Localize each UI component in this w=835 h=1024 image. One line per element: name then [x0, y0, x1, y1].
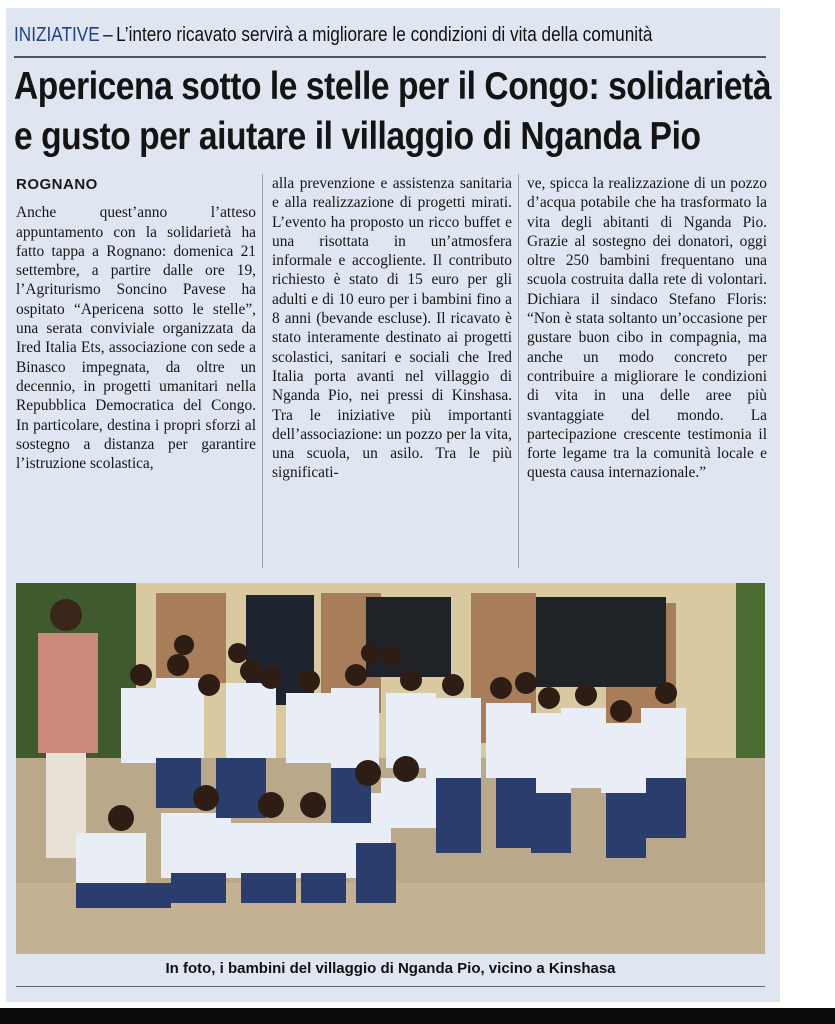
bottom-rule: [16, 986, 765, 987]
body-column-3-text: ve, spicca la realizzazione di un pozzo d’acqua potabile che ha trasformato la vita degli abitanti di Nganda Pio. Grazie al sostegno dei donatori, oggi oltre 250 bambini frequentano una scuola costruita dalla rete di volontari. Dichiara il sindaco Stefano Floris: “Non è stata soltanto un’occasione per gustare buon cibo in compagnia, ma anche un modo concreto per contribuire a migliorare le condizioni di vita in una delle aree più svantaggiate del mondo. La partecipazione crescente testimonia il forte legame tra la comunità locale e questa causa internazionale.”: [527, 175, 767, 482]
kicker: [14, 22, 661, 48]
headline-line-2: e gusto per aiutare il villaggio di Nganda Pio: [14, 115, 701, 158]
column-divider: [262, 174, 263, 568]
screen-bottom-bar: [0, 1008, 835, 1024]
headline: [14, 62, 774, 162]
top-rule: [14, 56, 766, 58]
photo-caption: In foto, i bambini del villaggio di Nganda Pio, vicino a Kinshasa: [165, 960, 616, 977]
kicker-tag: INIZIATIVE: [14, 24, 100, 46]
dateline: ROGNANO: [16, 176, 98, 193]
group-photo: [16, 583, 765, 954]
body-column-2: [272, 174, 512, 483]
group-photo-illustration: [16, 583, 765, 954]
body-column-1: [16, 174, 256, 473]
body-column-1-text: Anche quest’anno l’atteso appuntamento con la solidarietà ha fatto tappa a Rognano: domenica 21 settembre, a partire dalle ore 19, l’Agriturismo Soncino Pavese ha ospitato “Apericena sotto le stelle”, una serata conviviale organizzata da Ired Italia Ets, associazione con sede a Binasco impegnata, da oltre un decennio, in progetti umanitari nella Repubblica Democratica del Congo. In particolare, destina i propri sforzi al sostegno a distanza per garantire l’istruzione scolastica,: [16, 204, 256, 473]
kicker-dash: –: [103, 24, 113, 46]
column-divider: [518, 174, 519, 568]
body-column-3: [527, 174, 767, 483]
body-column-2-text: alla prevenzione e assistenza sanitaria e alla realizzazione di progetti mirati. L’evento ha proposto un ricco buffet e una risottata in un’atmosfera informale e accogliente. Il contributo richiesto è stato di 15 euro per gli adulti e di 10 euro per i bambini fino a 8 anni (bevande escluse). Il ricavato è stato interamente destinato ai progetti scolastici, sanitari e sociali che Ired Italia porta avanti nel villaggio di Nganda Pio, nei pressi di Kinshasa. Tra le iniziative più importanti dell’associazione: un pozzo per la vita, una scuola, un asilo. Tra le più significati-: [272, 175, 512, 482]
headline-line-1: Apericena sotto le stelle per il Congo: solidarietà: [14, 65, 772, 108]
kicker-text: L’intero ricavato servirà a migliorare le condizioni di vita della comunità: [116, 24, 653, 46]
